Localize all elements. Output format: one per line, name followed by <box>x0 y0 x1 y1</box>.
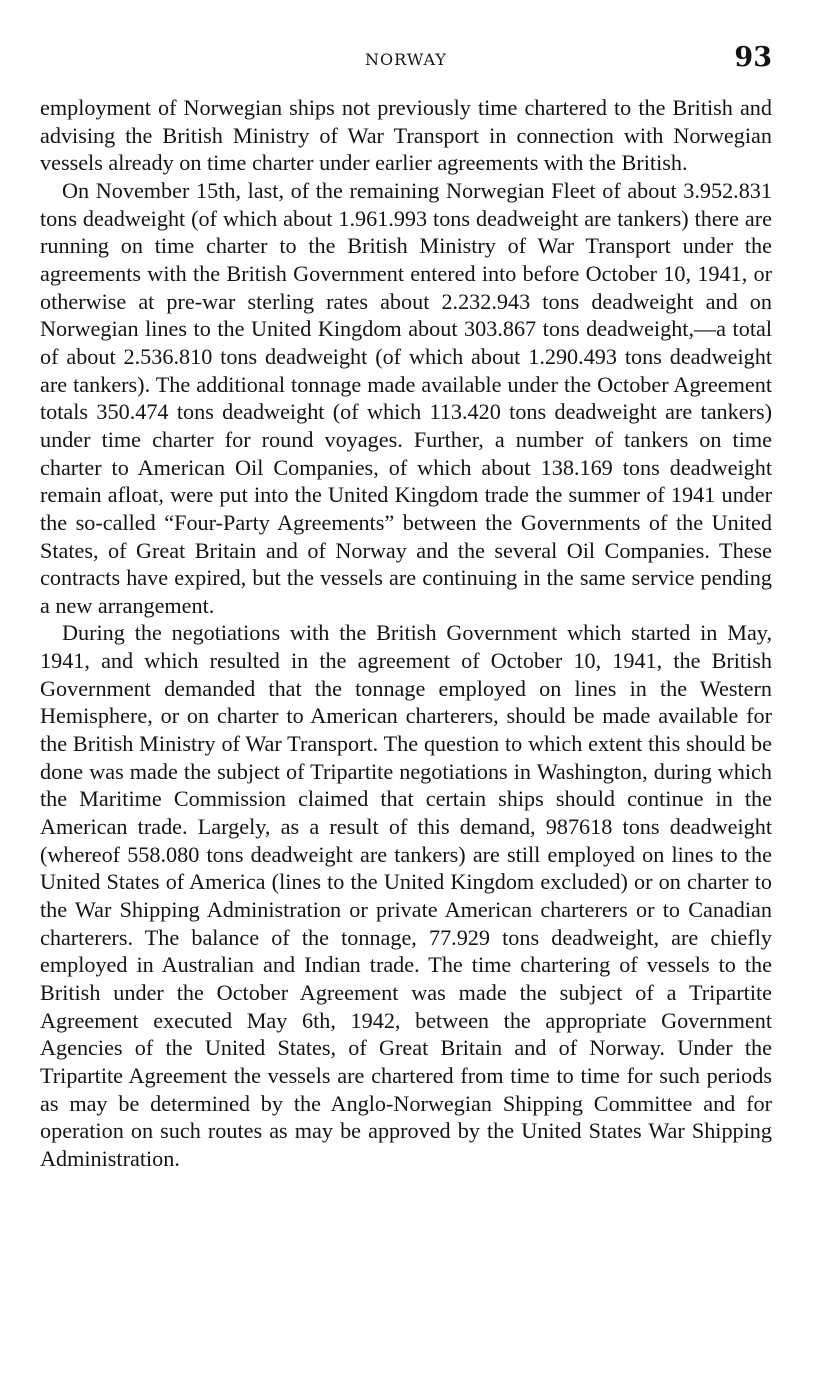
paragraph-negotiations: During the negotiations with the British Government which started in May, 1941, and which resulted in the agreement of October 10, 1941, the British Government demanded that the tonnage employed on lines in the Western Hemisphere, or on charter to American charterers, should be made available for the British Ministry of War Transport. The question to which extent this should be done was made the subject of Tripartite negotiations in Washington, during which the Maritime Commission claimed that certain ships should continue in the American trade. Largely, as a result of this demand, 987618 tons deadweight (whereof 558.080 tons deadweight are tankers) are still employed on lines to the United States of America (lines to the United Kingdom excluded) or on charter to the War Shipping Administration or private American charterers or to Canadian charterers. The balance of the tonnage, 77.929 tons deadweight, are chiefly employed in Australian and Indian trade. The time chartering of vessels to the British under the October Agreement was made the subject of a Tripartite Agreement executed May 6th, 1942, between the appropriate Government Agencies of the United States, of Great Britain and of Norway. Under the Tripartite Agreement the vessels are chartered from time to time for such periods as may be determined by the Anglo-Norwegian Shipping Committee and for operation on such routes as may be approved by the United States War Shipping Administration. <box>40 620 772 1171</box>
running-head <box>40 40 772 80</box>
section-title: NORWAY <box>365 50 447 69</box>
page-number: 93 <box>734 42 772 73</box>
paragraph-fleet-status: On November 15th, last, of the remaining Norwegian Fleet of about 3.952.831 tons deadweight (of which about 1.961.993 tons deadweight are tankers) there are running on time charter to the British Ministry of War Transport under the agreements with the British Government entered into before October 10, 1941, or otherwise at pre-war sterling rates about 2.232.943 tons deadweight and on Norwegian lines to the United Kingdom about 303.867 tons deadweight,—a total of about 2.536.810 tons deadweight (of which about 1.290.493 tons deadweight are tankers). The additional tonnage made available under the October Agreement totals 350.474 tons deadweight (of which 113.420 tons deadweight are tankers) under time charter for round voyages. Further, a number of tankers on time charter to American Oil Companies, of which about 138.169 tons deadweight remain afloat, were put into the United Kingdom trade the summer of 1941 under the so-called “Four-Party Agreements” between the Governments of the United States, of Great Britain and of Norway and the several Oil Companies. These contracts have expired, but the vessels are continuing in the same service pending a new arrangement. <box>40 177 772 618</box>
paragraph-continued: employment of Norwegian ships not previously time chartered to the British and advising the British Ministry of War Transport in connection with Norwegian vessels already on time charter under earlier agreements with the British. <box>40 95 772 176</box>
body-text <box>40 94 772 1173</box>
document-page <box>40 40 772 1173</box>
